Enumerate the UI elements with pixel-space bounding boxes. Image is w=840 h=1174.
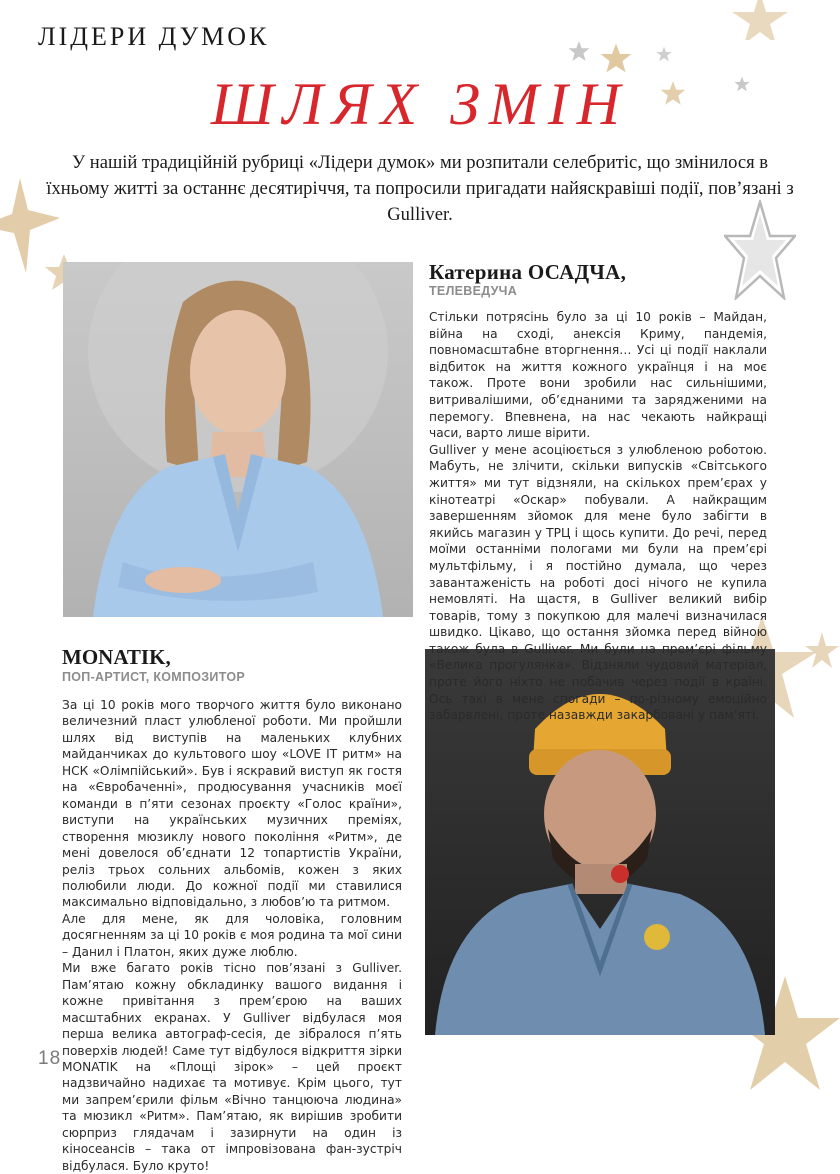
silver-star-icon	[568, 40, 590, 62]
page-number: 18	[38, 1048, 62, 1069]
profile-text-osadcha: Стільки потрясінь було за ці 10 років – Майдан, війна на сході, анексія Криму, пандемія, повномасштабне вторгнення… Усі ці події наклали відбиток на життя кожного українця і на моє також. Проте вони зробили нас сильнішими, витривалішими, об’єднаними та зарядженими на перемогу. Впевнена, на нас чекають найкращі часи, варто лише вірити. Gulliver у мене асоціюється з улюбленою роботою. Мабуть, не злічити, скільки випусків «Світського життя» ми тут відзняли, на скількох прем’єрах у кінотеатрі «Оскар» побували. А найкращим завершенням зйомок для мене було забігти в якийсь магазин у ТРЦ і щось купити. До речі, перед моїми останніми пологами ми були на прем’єрі мультфільму, і я постійно думала, що через завантаженість на роботі досі нічого не купила немовляті. На щастя, в Gulliver великий вибір товарів, тому з покупкою для малечі визначилася швидко. Цікаво, що остання зйомка перед війною також була в Gulliver. Ми були на прем’єрі фільму «Велика прогулянка». Відзняли чудовий матеріал, проте його ніхто не побачив через події в країні. Ось такі в мене спогади – по-різному емоційно забарвлені, проте назавжди закарбовані у пам’яті.	[429, 310, 767, 723]
silver-star-icon	[656, 46, 672, 62]
portrait-photo-osadcha	[63, 262, 413, 617]
profile-name-osadcha: Катерина ОСАДЧА,	[429, 260, 627, 284]
gold-star-icon	[730, 0, 790, 40]
profile-role-osadcha: ТЕЛЕВЕДУЧА	[429, 284, 518, 298]
rubric-title: ЛІДЕРИ ДУМОК	[38, 22, 270, 51]
profile-text-monatik: За ці 10 років мого творчого життя було виконано величезний пласт улюбленої роботи. Ми пройшли шлях від виступів на маленьких клубних майданчиках до культового шоу «LOVE IT ритм» на НСК «Олімпійський». Був і яскравий виступ як гостя на «Євробаченні», продюсування учасників моєї команди в п’яти сезонах проєкту «Голос країни», виступи на українських музичних преміях, створення мюзиклу нового покоління «Ритм», де мені довелося об’єднати 12 топартистів України, реліз трьох сольних альбомів, кожен з яких полюбили люди. До кожної події ми ставилися максимально відповідально, з любов’ю та ритмом. Але для мене, як для чоловіка, головним досягненням за ці 10 років є моя родина та мої сини – Данил і Платон, яких дуже люблю. Ми вже багато років тісно пов’язані з Gulliver. Пам’ятаю кожну обкладинку вашого видання і кожне привітання з прем’єрою на ваших масштабних екранах. У Gulliver відбулася моя перша велика автограф-сесія, де зібралося п’ять поверхів людей! Саме тут відбулося відкриття зірки MONATIK на «Площі зірок» – цей проєкт надзвичайно надихає та мотивує. Крім цього, тут ми запрем’єрили фільм «Вічно танцююча людина» та мюзикл «Ритм». Пам’ятаю, як вирішив зробити сюрприз глядачам і зазирнути на один із кіносеансів – така от імпровізована фан-зустріч відбулася. Було круто!	[62, 698, 403, 1173]
article-title: ШЛЯХ ЗМІН	[210, 71, 630, 137]
article-lead: У нашій традиційній рубриці «Лідери думок» ми розпитали селебритіс, що змінилося в їхньому житті за останнє десятиріччя, та попросили пригадати найяскравіші події, пов’язані з Gulliver.	[46, 152, 794, 225]
profile-name-monatik: MONATIK,	[62, 645, 171, 669]
profile-role-monatik: ПОП-АРТИСТ, КОМПОЗИТОР	[62, 670, 245, 684]
